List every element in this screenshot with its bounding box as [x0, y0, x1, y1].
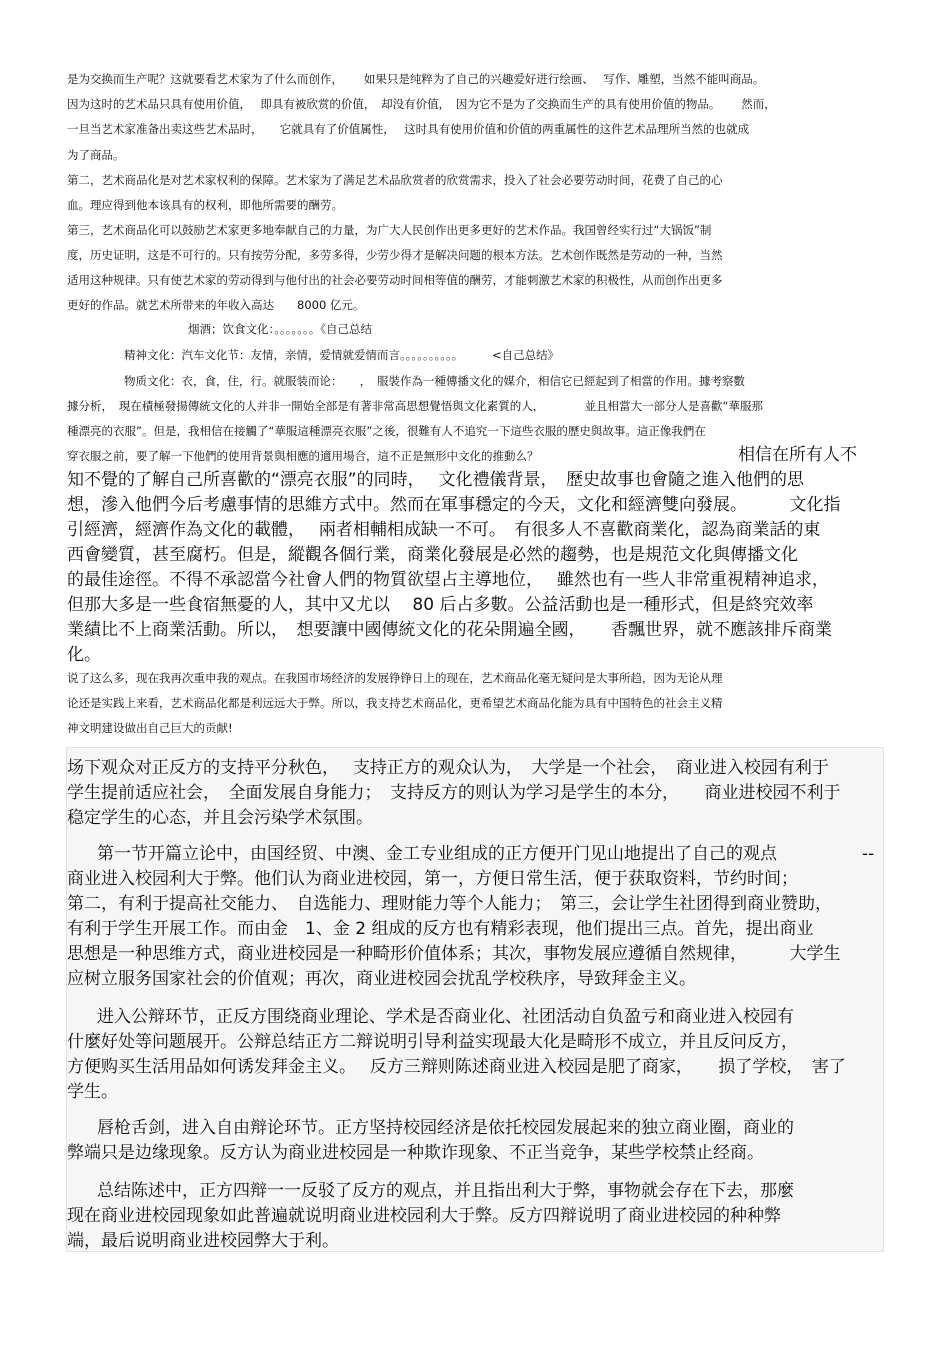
paragraph-line: 種漂亮的衣服”。但是，我相信在接觸了“華服這種漂亮衣服”之後，很難有人不追究一下這些衣服的歷史與故事。這正像我們在	[67, 424, 706, 438]
paragraph-line: 知不覺的了解自己所喜歡的“漂亮衣服”的同時， 文化禮儀背景， 歷史故事也會隨之進入他們的思	[67, 470, 805, 490]
paragraph-line: 但那大多是一些食宿無憂的人，其中又尤以 80 后占多數。公益活動也是一種形式，但是終究效率	[67, 595, 814, 615]
paragraph-line: 稳定学生的心态，并且会污染学术氛围。	[67, 808, 373, 828]
paragraph-line: 什麼好处等问题展开。公辩总结正方二辩说明引导利益实现最大化是畸形不成立，并且反问反方，	[67, 1032, 798, 1052]
paragraph-line: 因为这时的艺术品只具有使用价值， 即具有被欣赏的价值， 却没有价值， 因为它不是为了交换而生产的具有使用价值的物品。 然而，	[67, 97, 776, 111]
outline-item-food: 烟酒；饮食文化：。。。。。。。《自己总结	[188, 322, 372, 336]
paragraph-line: 第一节开篇立论中，由国经贸、中澳、金工专业组成的正方便开门见山地提出了自己的观点	[97, 844, 777, 864]
paragraph-line: 说了这么多，现在我再次重申我的观点。在我国市场经济的发展铮铮日上的现在，艺术商品化毫无疑问是大事所趋，因为无论从理	[67, 671, 723, 685]
paragraph-line: 进入公辩环节，正反方围绕商业理论、学术是否商业化、社团活动自负盈亏和商业进入校园有	[97, 1007, 794, 1027]
paragraph-line: 一旦当艺术家准备出卖这些艺术品时， 它就具有了价值属性， 这时具有使用价值和价值的两重属性的这件艺术品理所当然的也就成	[67, 122, 750, 136]
paragraph-line: 有利于学生开展工作。而由金 1、金 2 组成的反方也有精彩表现，他们提出三点。首先，提出商业	[67, 919, 814, 939]
paragraph-line: 第三，艺术商品化可以鼓励艺术家更多地奉献自己的力量，为广大人民创作出更多更好的艺术作品。我国曾经实行过“大锅饭”制	[67, 223, 712, 237]
paragraph-line: 第二，艺术商品化是对艺术家权利的保障。艺术家为了满足艺术品欣赏者的欣赏需求，投入了社会必要劳动时间，花费了自己的心	[67, 173, 723, 187]
paragraph-line: 化。	[67, 645, 101, 665]
paragraph-line: 的最佳途徑。不得不承認當今社會人們的物質欲望占主導地位， 雖然也有一些人非常重視精神追求，	[67, 570, 829, 590]
paragraph-line: 学生提前适应社会， 全面发展自身能力； 支持反方的则认为学习是学生的本分， 商业进校园不利于	[67, 783, 841, 803]
paragraph-line: 西會變質，甚至腐朽。但是，縱觀各個行業，商業化發展是必然的趨勢，也是規范文化與傳播文化	[67, 545, 798, 565]
paragraph-line: 为了商品。	[67, 148, 125, 162]
paragraph-line: 弊端只是边缘现象。反方认为商业进校园是一种欺诈现象、不正当竞争，某些学校禁止经商。	[67, 1143, 764, 1163]
paragraph-line: 商业进入校园利大于弊。他们认为商业进校园，第一，方便日常生活，便于获取资料，节约时间；	[67, 869, 798, 889]
paragraph-line: 血。理应得到他本该具有的权利，即他所需要的酬劳。	[67, 198, 343, 212]
paragraph-line: 更好的作品。就艺术所带来的年收入高达 8000 亿元。	[67, 298, 365, 312]
paragraph-line: 方便购买生活用品如何诱发拜金主义。 反方三辩则陈述商业进入校园是肥了商家， 损了学校， 害了	[67, 1057, 846, 1077]
paragraph-line: 学生。	[67, 1082, 118, 1102]
paragraph-line: 总结陈述中，正方四辩一一反驳了反方的观点，并且指出利大于弊，事物就会存在下去，那麼	[97, 1181, 794, 1201]
paragraph-line: 是为交换而生产呢？这就要看艺术家为了什么而创作， 如果只是纯粹为了自己的兴趣爱好进行绘画、 写作、雕塑，当然不能叫商品。	[67, 72, 765, 86]
paragraph-line: 场下观众对正反方的支持平分秋色， 支持正方的观众认为， 大学是一个社会， 商业进入校园有利于	[67, 758, 829, 778]
paragraph-line: 端，最后说明商业进校园弊大于利。	[67, 1231, 339, 1251]
paragraph-line: 相信在所有人不	[738, 445, 857, 465]
paragraph-line: 穿衣服之前，要了解一下他們的使用背景與相應的適用場合，這不正是無形中文化的推動么？	[67, 449, 539, 463]
outline-item-spiritual: 精神文化：汽车文化节：友情，亲情，爱情就爱情而言。。。。。。。。。。 <自己总结》	[124, 348, 560, 362]
paragraph-line: 神文明建设做出自己巨大的贡献!	[67, 721, 233, 735]
outline-item-material: 物质文化：衣，食，住，行。就服装而论： ， 服裝作為一種傳播文化的媒介，相信它已經起到了相當的作用。據考察數	[124, 374, 745, 388]
paragraph-line: 现在商业进校园现象如此普遍就说明商业进校园利大于弊。反方四辩说明了商业进校园的种种弊	[67, 1206, 781, 1226]
paragraph-line: 思想是一种思维方式，商业进校园是一种畸形价值体系；其次，事物发展应遵循自然规律， 大学生	[67, 944, 841, 964]
paragraph-line: 唇枪舌剑，进入自由辩论环节。正方坚持校园经济是依托校园发展起来的独立商业圈，商业的	[97, 1118, 794, 1138]
paragraph-line: 想，滲入他們今后考慮事情的思維方式中。然而在軍事穩定的今天，文化和經濟雙向發展。 文化指	[67, 495, 841, 515]
dash-mark: --	[862, 844, 875, 864]
paragraph-line: 業績比不上商業活動。所以， 想要讓中國傳統文化的花朵開遍全國， 香飄世界，就不應該排斥商業	[67, 620, 832, 640]
paragraph-line: 应树立服务国家社会的价值观；再次，商业进校园会扰乱学校秩序，导致拜金主义。	[67, 969, 696, 989]
paragraph-line: 适用这种规律。只有使艺术家的劳动得到与他付出的社会必要劳动时间相等值的酬劳，才能刺激艺术家的积极性，从而创作出更多	[67, 273, 723, 287]
paragraph-line: 第二，有利于提高社交能力、 自选能力、理财能力等个人能力； 第三，会让学生社团得到商业赞助，	[67, 894, 832, 914]
paragraph-line: 據分析， 現在積極發揚傳統文化的人并非一開始全部是有著非常高思想覺悟與文化素質的人， 並且相當大一部分人是喜歡“華服那	[67, 399, 763, 413]
paragraph-line: 论还是实践上来看，艺术商品化都是利远远大于弊。所以，我支持艺术商品化，更希望艺术商品化能为具有中国特色的社会主义精	[67, 696, 723, 710]
paragraph-line: 引經濟，經濟作為文化的載體， 兩者相輔相成缺一不可。 有很多人不喜歡商業化，認為商業話的東	[67, 520, 821, 540]
paragraph-line: 度，历史证明，这是不可行的。只有按劳分配，多劳多得，少劳少得才是解决问题的根本方法。艺术创作既然是劳动的一种，当然	[67, 248, 723, 262]
